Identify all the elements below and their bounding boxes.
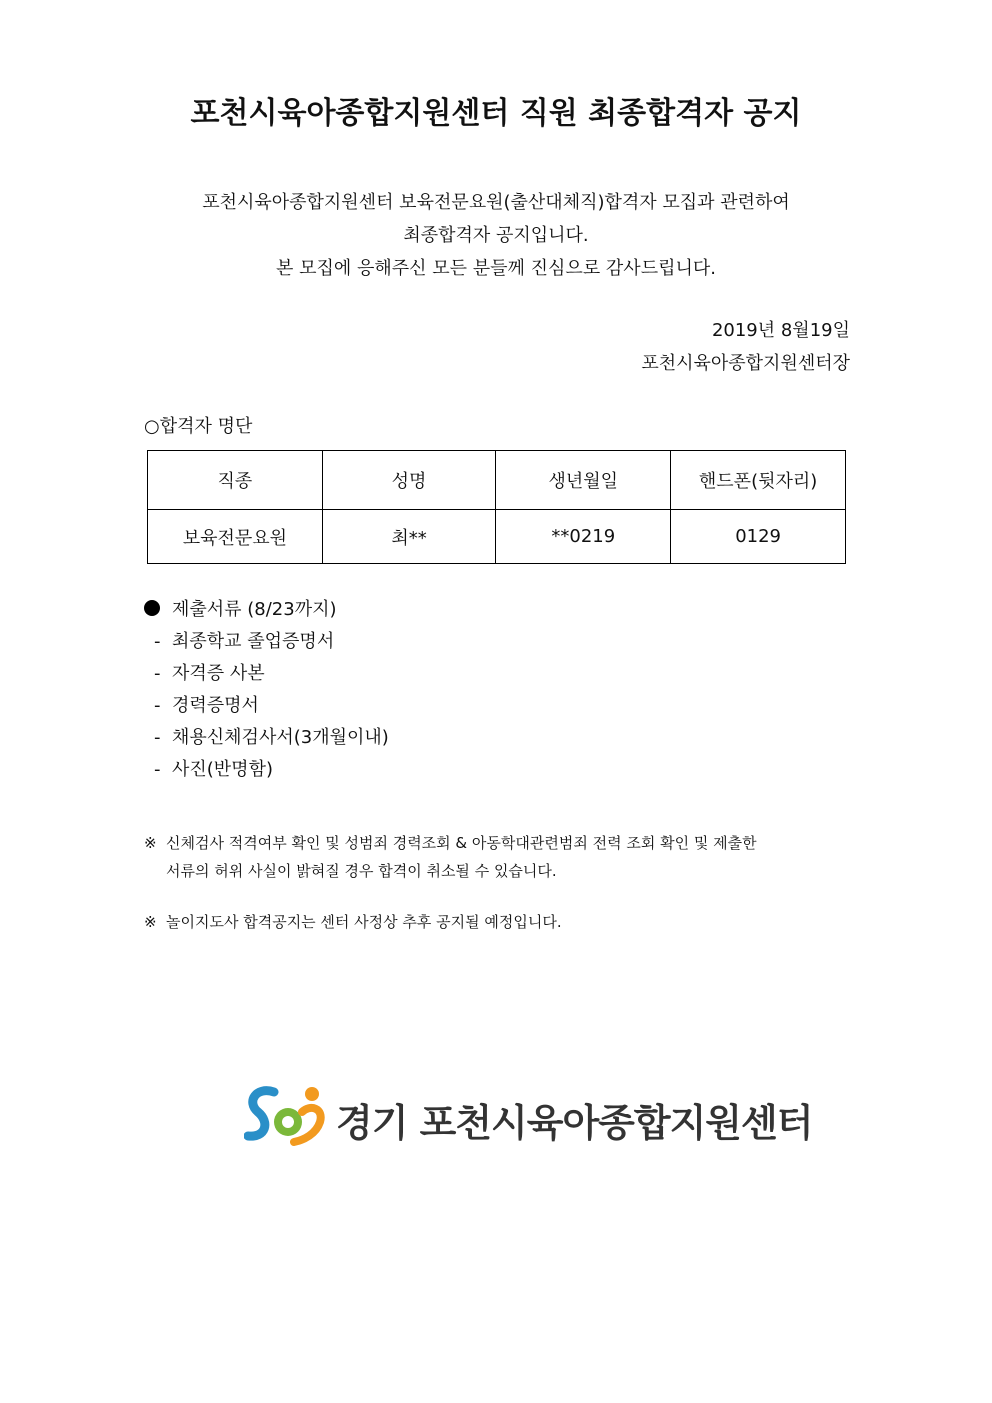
header-job: 직종: [148, 451, 323, 510]
cell-birthdate: **0219: [496, 510, 671, 564]
page-title: 포천시육아종합지원센터 직원 최종합격자 공지: [190, 96, 802, 131]
list-item: - 최종학교 졸업증명서: [154, 631, 335, 652]
documents-heading-line: [144, 594, 389, 626]
bullet-icon: [144, 600, 160, 616]
cell-job: 보육전문요원: [148, 510, 323, 564]
issuer: 포천시육아종합지원센터장: [641, 353, 850, 374]
notice-date: 2019년 8월19일: [711, 320, 850, 341]
note-play-instructor: [144, 908, 562, 936]
intro-line-2: 최종합격자 공지입니다.: [403, 225, 589, 246]
cell-name: 최**: [322, 510, 496, 564]
intro-text: [0, 186, 992, 285]
note-1-line-2: 서류의 허위 사실이 밝혀질 경우 합격이 취소될 수 있습니다.: [166, 862, 557, 880]
date-block: [641, 314, 850, 380]
list-item: - 경력증명서: [154, 695, 259, 716]
reference-mark-icon: ※: [144, 834, 157, 852]
list-item: - 채용신체검사서(3개월이내): [154, 727, 389, 748]
note-verification: [144, 829, 757, 885]
intro-line-3: 본 모집에 응해주신 모든 분들께 진심으로 감사드립니다.: [276, 258, 716, 279]
logo-text: 경기 포천시육아종합지원센터: [336, 1101, 813, 1145]
documents-heading: 제출서류 (8/23까지): [172, 599, 337, 620]
list-item: - 자격증 사본: [154, 663, 265, 684]
header-birthdate: 생년월일: [496, 451, 671, 510]
list-item: - 사진(반명함): [154, 759, 273, 780]
roster-table: [147, 450, 846, 564]
cell-phone: 0129: [671, 510, 846, 564]
roster-heading: ○합격자 명단: [144, 416, 253, 437]
intro-line-1: 포천시육아종합지원센터 보육전문요원(출산대체직)합격자 모집과 관련하여: [202, 192, 790, 213]
logo-mark-icon: [244, 1082, 330, 1146]
table-header-row: [148, 451, 846, 510]
note-2: 놀이지도사 합격공지는 센터 사정상 추후 공지될 예정입니다.: [166, 913, 562, 931]
reference-mark-icon: ※: [144, 913, 157, 931]
table-row: [148, 510, 846, 564]
documents-section: [144, 594, 389, 786]
header-name: 성명: [322, 451, 496, 510]
header-phone: 핸드폰(뒷자리): [671, 451, 846, 510]
note-1-line-1: 신체검사 적격여부 확인 및 성범죄 경력조회 & 아동학대관련범죄 전력 조회 확인 및 제출한: [166, 834, 757, 852]
